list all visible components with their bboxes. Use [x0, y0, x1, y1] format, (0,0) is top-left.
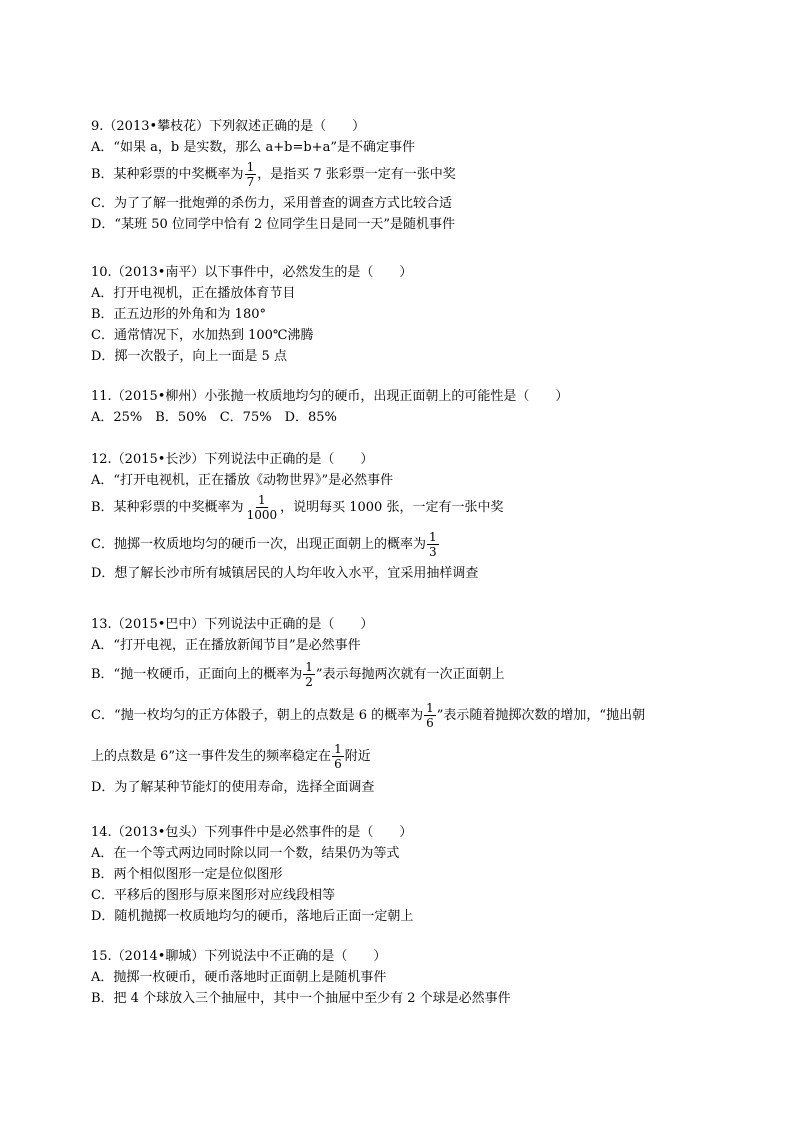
option-text: ，是指买 7 张彩票一定有一张中奖 — [257, 167, 456, 182]
question-14 — [91, 822, 751, 927]
question-11-stem: 11.（2015•柳州）小张抛一枚质地均匀的硬币，出现正面朝上的可能性是（ ） — [91, 389, 569, 404]
fraction — [303, 660, 315, 689]
question-10-option-d: D．掷一次骰子，向上一面是 5 点 — [91, 349, 287, 364]
fraction-denominator: 2 — [305, 675, 313, 689]
fraction-denominator: 1000 — [246, 508, 278, 522]
question-12-stem: 12.（2015•长沙）下列说法中正确的是（ ） — [91, 452, 374, 467]
fraction-numerator: 1 — [258, 493, 266, 507]
fraction — [427, 530, 439, 559]
fraction-numerator: 1 — [305, 660, 313, 674]
question-15 — [91, 946, 751, 1009]
question-14-option-c: C．平移后的图形与原来图形对应线段相等 — [91, 888, 335, 903]
question-11 — [91, 386, 751, 428]
fraction — [424, 701, 436, 730]
question-15-option-a: A．抛掷一枚硬币，硬币落地时正面朝上是随机事件 — [91, 970, 387, 985]
fraction-numerator: 1 — [426, 701, 434, 715]
option-text: ”表示每抛两次就有一次正面朝上 — [315, 667, 505, 682]
fraction-denominator: 6 — [334, 757, 342, 771]
fraction-numerator: 1 — [334, 742, 342, 756]
question-13-stem: 13.（2015•巴中）下列说法中正确的是（ ） — [91, 617, 374, 632]
question-12-option-d: D．想了解长沙市所有城镇居民的人均年收入水平，宜采用抽样调查 — [91, 566, 479, 581]
question-13-option-a: A．“打开电视，正在播放新闻节目”是必然事件 — [91, 638, 361, 653]
question-13-option-c-continued — [91, 738, 751, 775]
question-10-option-a: A．打开电视机，正在播放体育节目 — [91, 286, 296, 301]
fraction-denominator: 7 — [246, 175, 255, 189]
option-text: B．某种彩票的中奖概率为 — [91, 167, 244, 182]
fraction — [245, 493, 280, 522]
question-9-option-a: A．“如果 a，b 是实数，那么 a+b=b+a”是不确定事件 — [91, 140, 415, 155]
option-text: C．“抛一枚均匀的正方体骰子，朝上的点数是 6 的概率为 — [91, 708, 424, 723]
question-9-option-d: D．“某班 50 位同学中恰有 2 位同学生日是同一天”是随机事件 — [91, 217, 456, 232]
question-12-option-b — [91, 489, 751, 526]
question-10 — [91, 262, 751, 367]
fraction-denominator: 3 — [428, 545, 437, 559]
question-14-option-b: B．两个相似图形一定是位似图形 — [91, 867, 283, 882]
option-text: ，说明每买 1000 张，一定有一张中奖 — [280, 500, 504, 515]
fraction-numerator: 1 — [428, 530, 437, 544]
option-text: B．某种彩票的中奖概率为 — [91, 500, 244, 515]
option-text: B．“抛一枚硬币，正面向上的概率为 — [91, 667, 303, 682]
option-text: 上的点数是 6”这一事件发生的频率稳定在 — [91, 749, 332, 764]
question-14-option-d: D．随机抛掷一枚质地均匀的硬币，落地后正面一定朝上 — [91, 909, 414, 924]
question-13 — [91, 614, 751, 798]
option-text: C．抛掷一枚质地均匀的硬币一次，出现正面朝上的概率为 — [91, 537, 426, 552]
question-12-option-c — [91, 526, 751, 563]
option-text: ”表示随着抛掷次数的增加，“抛出朝 — [436, 708, 646, 723]
question-10-stem: 10.（2013•南平）以下事件中，必然发生的是（ ） — [91, 265, 413, 280]
question-9-stem: 9.（2013•攀枝花）下列叙述正确的是（ ） — [91, 119, 366, 134]
question-13-option-b — [91, 656, 751, 693]
question-11-options: A．25% B．50% C．75% D．85% — [91, 410, 337, 425]
question-9-option-c: C．为了了解一批炮弹的杀伤力，采用普查的调查方式比较合适 — [91, 196, 452, 211]
question-14-option-a: A．在一个等式两边同时除以同一个数，结果仍为等式 — [91, 846, 400, 861]
question-10-option-c: C．通常情况下，水加热到 100℃沸腾 — [91, 328, 314, 343]
option-text: 附近 — [344, 749, 371, 764]
question-15-stem: 15.（2014•聊城）下列说法中不正确的是（ ） — [91, 949, 387, 964]
question-10-option-b: B．正五边形的外角和为 180° — [91, 307, 266, 322]
fraction-denominator: 6 — [426, 716, 434, 730]
question-12-option-a: A．“打开电视机，正在播放《动物世界》”是必然事件 — [91, 473, 394, 488]
question-9 — [91, 116, 751, 235]
question-15-option-b: B．把 4 个球放入三个抽屉中，其中一个抽屉中至少有 2 个球是必然事件 — [91, 991, 511, 1006]
fraction — [245, 160, 257, 189]
fraction-numerator: 1 — [246, 160, 255, 174]
question-13-option-d: D．为了解某种节能灯的使用寿命，选择全面调查 — [91, 780, 375, 795]
question-14-stem: 14.（2013•包头）下列事件中是必然事件的是（ ） — [91, 825, 413, 840]
question-12 — [91, 449, 751, 584]
question-9-option-b — [91, 156, 751, 193]
question-13-option-c — [91, 697, 751, 734]
fraction — [332, 742, 344, 771]
